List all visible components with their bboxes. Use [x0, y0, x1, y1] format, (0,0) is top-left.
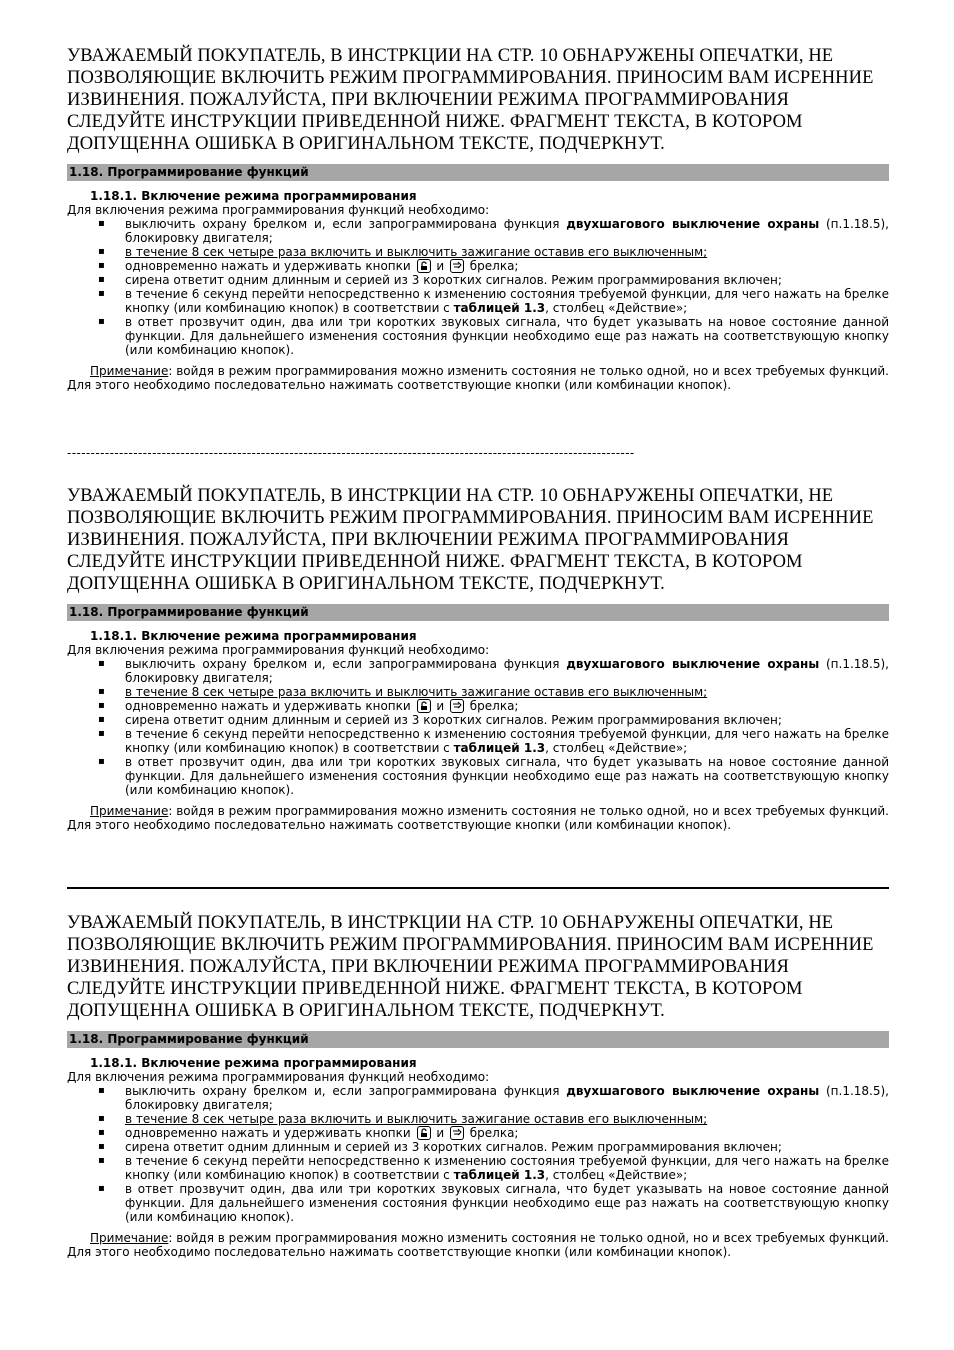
list-item [67, 685, 889, 699]
subsection-heading: 1.18.1. Включение режима программирования [90, 189, 417, 203]
bullet-icon: ▪ [98, 1183, 105, 1194]
note-label: Примечание [90, 804, 169, 818]
bullet-icon: ▪ [98, 274, 105, 285]
item-text: и [432, 259, 448, 273]
item-text: брелка; [465, 699, 519, 713]
instruction-list [67, 1084, 889, 1224]
list-item [67, 699, 889, 713]
section-heading: 1.18. Программирование функций [67, 164, 889, 181]
item-text: выключить охрану брелком и, если запрограммирована функция [125, 1084, 567, 1098]
notice-block-1 [67, 45, 889, 404]
list-item [67, 217, 889, 245]
underlined-error-text: в течение 8 сек четыре раза включить и выключить зажигание оставив его выключенным; [125, 1112, 708, 1126]
instruction-list [67, 217, 889, 357]
item-text: в течение 6 секунд перейти непосредственно к изменению состояния требуемой функции, для чего нажать на брелке кнопку (или комбинацию кнопок) в соответствии с [125, 727, 889, 755]
item-text: и [432, 699, 448, 713]
bullet-icon: ▪ [98, 1127, 105, 1138]
item-bold-text: таблицей 1.3 [453, 1168, 546, 1182]
unlock-key-icon [417, 1126, 431, 1140]
item-text: одновременно нажать и удерживать кнопки [125, 699, 415, 713]
list-item [67, 1182, 889, 1224]
notice-block-2 [67, 485, 889, 844]
bullet-icon: ▪ [98, 700, 105, 711]
item-text: и [432, 1126, 448, 1140]
item-bold-text: таблицей 1.3 [453, 741, 546, 755]
bullet-icon: ▪ [98, 1113, 105, 1124]
item-text: в течение 6 секунд перейти непосредственно к изменению состояния требуемой функции, для чего нажать на брелке кнопку (или комбинацию кнопок) в соответствии с [125, 1154, 889, 1182]
apology-notice: УВАЖАЕМЫЙ ПОКУПАТЕЛЬ, В ИНСТРКЦИИ НА СТР. 10 ОБНАРУЖЕНЫ ОПЕЧАТКИ, НЕ ПОЗВОЛЯЮЩИЕ ВКЛЮЧИТЬ РЕЖИМ ПРОГРАММИРОВАНИЯ. ПРИНОСИМ ВАМ ИСРЕННИЕ ИЗВИНЕНИЯ. ПОЖАЛУЙСТА, ПРИ ВКЛЮЧЕНИИ РЕЖИМА ПРОГРАММИРОВАНИЯ СЛЕДУЙТЕ ИНСТРУКЦИИ ПРИВЕДЕННОЙ НИЖЕ. ФРАГМЕНТ ТЕКСТА, В КОТОРОМ ДОПУЩЕННА ОШИБКА В ОРИГИНАЛЬНОМ ТЕКСТЕ, ПОДЧЕРКНУТ. [67, 913, 874, 1021]
list-item [67, 727, 889, 755]
bullet-icon: ▪ [98, 658, 105, 669]
bullet-icon: ▪ [98, 260, 105, 271]
notice-block-3 [67, 912, 889, 1271]
intro-text: Для включения режима программирования функций необходимо: [67, 1070, 490, 1084]
item-text: в ответ прозвучит один, два или три коротких звуковых сигнала, что будет указывать на новое состояние данной функции. Для дальнейшего изменения состояния функции необходимо еще раз нажать на соответствующую кнопку (или комбинацию кнопок). [125, 315, 889, 357]
item-text: сирена ответит одним длинным и серией из 3 коротких сигналов. Режим программирования включен; [125, 1140, 782, 1154]
underlined-error-text: в течение 8 сек четыре раза включить и выключить зажигание оставив его выключенным; [125, 245, 708, 259]
bullet-icon: ▪ [98, 728, 105, 739]
note-text: : войдя в режим программирования можно изменить состояния не только одной, но и всех требуемых функций. Для этого необходимо последовательно нажимать соответствующие кнопки (или комбинации кнопок). [67, 1231, 889, 1259]
item-bold-text: двухшагового выключение охраны [566, 657, 820, 671]
special-key-icon [450, 699, 464, 713]
instruction-list [67, 657, 889, 797]
list-item [67, 1084, 889, 1112]
note-paragraph [67, 1231, 889, 1259]
bullet-icon: ▪ [98, 1085, 105, 1096]
note-text: : войдя в режим программирования можно изменить состояния не только одной, но и всех требуемых функций. Для этого необходимо последовательно нажимать соответствующие кнопки (или комбинации кнопок). [67, 804, 889, 832]
bullet-icon: ▪ [98, 316, 105, 327]
underlined-error-text: в течение 8 сек четыре раза включить и выключить зажигание оставив его выключенным; [125, 685, 708, 699]
note-paragraph [67, 804, 889, 832]
bullet-icon: ▪ [98, 288, 105, 299]
list-item [67, 1126, 889, 1140]
unlock-key-icon [417, 699, 431, 713]
list-item [67, 755, 889, 797]
list-item [67, 287, 889, 315]
intro-text: Для включения режима программирования функций необходимо: [67, 643, 490, 657]
apology-notice: УВАЖАЕМЫЙ ПОКУПАТЕЛЬ, В ИНСТРКЦИИ НА СТР. 10 ОБНАРУЖЕНЫ ОПЕЧАТКИ, НЕ ПОЗВОЛЯЮЩИЕ ВКЛЮЧИТЬ РЕЖИМ ПРОГРАММИРОВАНИЯ. ПРИНОСИМ ВАМ ИСРЕННИЕ ИЗВИНЕНИЯ. ПОЖАЛУЙСТА, ПРИ ВКЛЮЧЕНИИ РЕЖИМА ПРОГРАММИРОВАНИЯ СЛЕДУЙТЕ ИНСТРУКЦИИ ПРИВЕДЕННОЙ НИЖЕ. ФРАГМЕНТ ТЕКСТА, В КОТОРОМ ДОПУЩЕННА ОШИБКА В ОРИГИНАЛЬНОМ ТЕКСТЕ, ПОДЧЕРКНУТ. [67, 486, 874, 594]
bullet-icon: ▪ [98, 686, 105, 697]
bullet-icon: ▪ [98, 714, 105, 725]
item-text: сирена ответит одним длинным и серией из 3 коротких сигналов. Режим программирования включен; [125, 273, 782, 287]
item-text: одновременно нажать и удерживать кнопки [125, 259, 415, 273]
special-key-icon [450, 259, 464, 273]
apology-notice: УВАЖАЕМЫЙ ПОКУПАТЕЛЬ, В ИНСТРКЦИИ НА СТР. 10 ОБНАРУЖЕНЫ ОПЕЧАТКИ, НЕ ПОЗВОЛЯЮЩИЕ ВКЛЮЧИТЬ РЕЖИМ ПРОГРАММИРОВАНИЯ. ПРИНОСИМ ВАМ ИСРЕННИЕ ИЗВИНЕНИЯ. ПОЖАЛУЙСТА, ПРИ ВКЛЮЧЕНИИ РЕЖИМА ПРОГРАММИРОВАНИЯ СЛЕДУЙТЕ ИНСТРУКЦИИ ПРИВЕДЕННОЙ НИЖЕ. ФРАГМЕНТ ТЕКСТА, В КОТОРОМ ДОПУЩЕННА ОШИБКА В ОРИГИНАЛЬНОМ ТЕКСТЕ, ПОДЧЕРКНУТ. [67, 46, 874, 154]
list-item [67, 657, 889, 685]
item-text: брелка; [465, 259, 519, 273]
item-bold-text: двухшагового выключение охраны [566, 1084, 820, 1098]
item-text: в течение 6 секунд перейти непосредственно к изменению состояния требуемой функции, для чего нажать на брелке кнопку (или комбинацию кнопок) в соответствии с [125, 287, 889, 315]
item-text: (п.1.18.5), блокировку двигателя; [125, 217, 889, 245]
bullet-icon: ▪ [98, 246, 105, 257]
bullet-icon: ▪ [98, 1155, 105, 1166]
bullet-icon: ▪ [98, 1141, 105, 1152]
unlock-key-icon [417, 259, 431, 273]
list-item [67, 1112, 889, 1126]
item-text: сирена ответит одним длинным и серией из 3 коротких сигналов. Режим программирования включен; [125, 713, 782, 727]
item-text: (п.1.18.5), блокировку двигателя; [125, 657, 889, 685]
section-heading: 1.18. Программирование функций [67, 604, 889, 621]
special-key-icon [450, 1126, 464, 1140]
list-item [67, 273, 889, 287]
list-item [67, 259, 889, 273]
note-paragraph [67, 364, 889, 392]
item-bold-text: двухшагового выключение охраны [566, 217, 820, 231]
item-text: , столбец «Действие»; [545, 741, 688, 755]
solid-separator [67, 887, 889, 889]
note-text: : войдя в режим программирования можно изменить состояния не только одной, но и всех требуемых функций. Для этого необходимо последовательно нажимать соответствующие кнопки (или комбинации кнопок). [67, 364, 889, 392]
note-label: Примечание [90, 364, 169, 378]
list-item [67, 245, 889, 259]
bullet-icon: ▪ [98, 218, 105, 229]
bullet-icon: ▪ [98, 756, 105, 767]
item-text: выключить охрану брелком и, если запрограммирована функция [125, 217, 567, 231]
item-text: одновременно нажать и удерживать кнопки [125, 1126, 415, 1140]
item-text: брелка; [465, 1126, 519, 1140]
note-label: Примечание [90, 1231, 169, 1245]
subsection-heading: 1.18.1. Включение режима программирования [90, 629, 417, 643]
item-text: , столбец «Действие»; [545, 301, 688, 315]
list-item [67, 1154, 889, 1182]
list-item [67, 713, 889, 727]
dashed-separator: ------------------------------------------------------------------------------------------------------------------------ [67, 446, 635, 460]
item-bold-text: таблицей 1.3 [453, 301, 546, 315]
item-text: выключить охрану брелком и, если запрограммирована функция [125, 657, 567, 671]
intro-text: Для включения режима программирования функций необходимо: [67, 203, 490, 217]
item-text: (п.1.18.5), блокировку двигателя; [125, 1084, 889, 1112]
section-heading: 1.18. Программирование функций [67, 1031, 889, 1048]
item-text: , столбец «Действие»; [545, 1168, 688, 1182]
list-item [67, 1140, 889, 1154]
subsection-heading: 1.18.1. Включение режима программирования [90, 1056, 417, 1070]
item-text: в ответ прозвучит один, два или три коротких звуковых сигнала, что будет указывать на новое состояние данной функции. Для дальнейшего изменения состояния функции необходимо еще раз нажать на соответствующую кнопку (или комбинацию кнопок). [125, 755, 889, 797]
item-text: в ответ прозвучит один, два или три коротких звуковых сигнала, что будет указывать на новое состояние данной функции. Для дальнейшего изменения состояния функции необходимо еще раз нажать на соответствующую кнопку (или комбинацию кнопок). [125, 1182, 889, 1224]
list-item [67, 315, 889, 357]
